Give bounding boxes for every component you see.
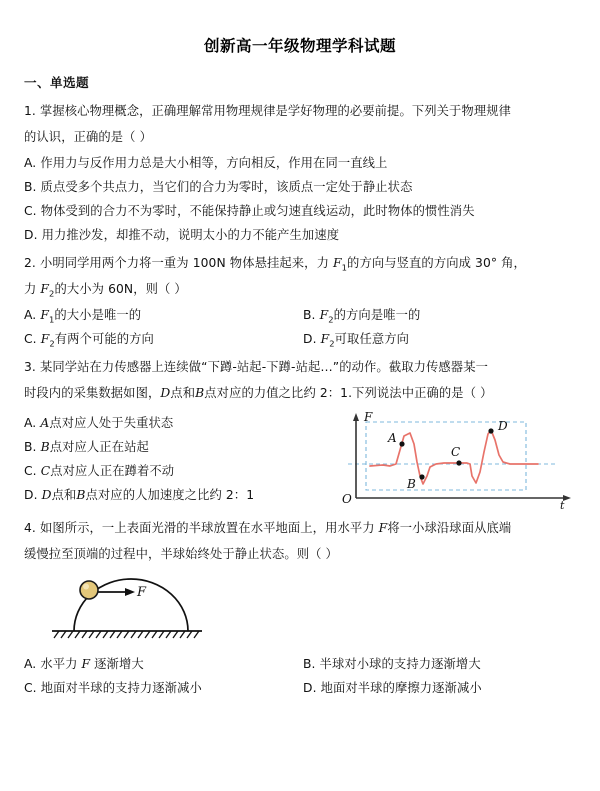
option-a-text: 点对应人处于失重状态 — [49, 415, 174, 430]
graph-point-a-label: A — [388, 430, 397, 445]
q4-stem-text-a: 4. 如图所示，一上表面光滑的半球放置在水平地面上，用水平力 — [24, 520, 379, 535]
option-b-symbol: F — [319, 307, 329, 322]
option-a-text: 的大小是唯一的 — [54, 307, 142, 322]
ground-hatching — [54, 631, 199, 638]
option-a-subscript: 1 — [48, 314, 55, 325]
option-d-symbol: F — [320, 331, 330, 346]
option-b-text: 点对应人正在站起 — [49, 439, 149, 454]
graph-point-d-label: D — [498, 418, 508, 433]
option-b-subscript: 2 — [328, 314, 334, 325]
question-1 — [22, 100, 578, 248]
question-2-stem-line-2 — [24, 278, 578, 302]
option-c[interactable] — [24, 460, 254, 484]
option-b-prefix: B. — [303, 307, 320, 322]
graph-point-b-label: B — [407, 476, 416, 491]
option-b[interactable]: B. 半球对小球的支持力逐渐增大 — [303, 656, 481, 671]
hemisphere-figure — [40, 573, 578, 649]
option-b-text: 的方向是唯一的 — [333, 307, 421, 322]
option-a-prefix: A. 水平力 — [24, 656, 82, 671]
option-b[interactable] — [24, 436, 254, 460]
option-c-prefix: C. — [24, 331, 41, 346]
q3-point-b-symbol: B — [195, 385, 205, 400]
force-time-graph-figure — [328, 410, 578, 514]
q2-force-2-symbol: F — [40, 281, 50, 296]
graph-origin-label: O — [342, 491, 352, 506]
q2-stem-text-a: 2. 小明同学用两个力将一重为 100N 物体悬挂起来，力 — [24, 255, 333, 270]
ball-highlight — [83, 583, 89, 589]
question-2 — [22, 252, 578, 352]
graph-point-a-marker — [399, 441, 404, 446]
page-title: 创新高一年级物理学科试题 — [203, 37, 396, 55]
q2-force-1-subscript: 1 — [341, 262, 348, 273]
option-d-prefix: D. — [303, 331, 321, 346]
option-a-suffix: 逐渐增大 — [90, 656, 144, 671]
question-2-stem-line-1 — [24, 252, 578, 276]
graph-point-d-marker — [488, 428, 493, 433]
q2-stem2-text-a: 力 — [24, 281, 41, 296]
question-2-options — [24, 304, 578, 352]
q2-stem2-text-b: 的大小为 60N，则（ ） — [54, 281, 187, 296]
option-c-symbol: C — [40, 463, 51, 478]
option-a-force-symbol: F — [81, 656, 91, 671]
q3-stem2-text-c: 点对应的力值之比约 2：1.下列说法中正确的是（ ） — [204, 385, 493, 400]
q3-stem2-text-b: 点和 — [170, 385, 196, 400]
option-d-prefix: D. — [24, 487, 42, 502]
option-d[interactable]: D. 地面对半球的摩擦力逐渐减小 — [303, 680, 482, 695]
question-3-stem-line-1: 3. 某同学站在力传感器上连续做“下蹲-站起-下蹲-站起…”的动作。截取力传感器某一 — [24, 359, 488, 374]
option-d[interactable] — [303, 328, 578, 352]
q2-stem-text-b: 的方向与竖直的方向成 30° 角， — [347, 255, 526, 270]
option-d[interactable] — [24, 484, 254, 508]
option-d-symbol: D — [41, 487, 52, 502]
graph-x-axis-label: t — [560, 498, 565, 510]
force-arrow-head — [125, 588, 135, 596]
question-1-stem-line-1: 1. 掌握核心物理概念，正确理解常用物理规律是学好物理的必要前提。下列关于物理规律 — [24, 104, 512, 118]
force-time-graph-svg — [328, 410, 578, 510]
graph-point-b-marker — [419, 474, 424, 479]
option-b-prefix: B. — [24, 439, 41, 454]
question-3-stem-line-2 — [24, 382, 578, 406]
graph-y-axis-label: F — [364, 409, 373, 424]
option-a[interactable] — [24, 304, 299, 328]
option-d-symbol-2: B — [76, 487, 86, 502]
q4-stem-text-b: 将一小球沿球面从底端 — [387, 520, 512, 535]
option-c[interactable] — [24, 328, 299, 352]
question-1-stem-line-2: 的认识，正确的是（ ） — [24, 129, 152, 144]
option-a[interactable] — [24, 653, 299, 677]
question-4-stem-line-2: 缓慢拉至顶端的过程中，半球始终处于静止状态。则（ ） — [24, 546, 338, 561]
q4-force-symbol: F — [378, 520, 388, 535]
option-c-text: 有两个可能的方向 — [54, 331, 154, 346]
option-a[interactable] — [24, 412, 254, 436]
option-a[interactable]: A. 作用力与反作用力总是大小相等，方向相反，作用在同一直线上 — [24, 155, 388, 170]
graph-point-c-marker — [456, 460, 461, 465]
option-d-subscript: 2 — [329, 338, 335, 349]
q3-stem2-text-a: 时段内的采集数据如图， — [24, 385, 161, 400]
option-c-subscript: 2 — [49, 338, 55, 349]
question-4-stem-line-1 — [24, 517, 578, 541]
option-a-prefix: A. — [24, 415, 41, 430]
ball — [80, 581, 98, 599]
option-c[interactable]: C. 物体受到的合力不为零时，不能保持静止或匀速直线运动，此时物体的惯性消失 — [24, 203, 475, 218]
option-c-prefix: C. — [24, 463, 41, 478]
option-c[interactable]: C. 地面对半球的支持力逐渐减小 — [24, 680, 202, 695]
q2-force-1-symbol: F — [332, 255, 342, 270]
q3-point-d-symbol: D — [160, 385, 171, 400]
question-1-options — [24, 152, 578, 248]
graph-y-axis-arrow — [353, 413, 359, 421]
option-a-symbol: F — [40, 307, 49, 322]
option-b-symbol: B — [40, 439, 50, 454]
option-a-symbol: A — [40, 415, 50, 430]
option-d-text: 可取任意方向 — [334, 331, 410, 346]
option-a-prefix: A. — [24, 307, 41, 322]
graph-point-c-label: C — [451, 444, 461, 459]
option-d-text: 点和 — [51, 487, 77, 502]
option-b[interactable] — [303, 304, 578, 328]
option-c-symbol: F — [40, 331, 50, 346]
option-d-text-2: 点对应的人加速度之比约 2：1 — [85, 487, 255, 502]
section-heading: 一、单选题 — [24, 75, 89, 90]
question-3 — [22, 356, 578, 514]
option-b[interactable]: B. 质点受多个共点力，当它们的合力为零时，该质点一定处于静止状态 — [24, 179, 413, 194]
question-3-options — [24, 410, 254, 508]
question-4 — [22, 517, 578, 701]
option-c-text: 点对应人正在蹲着不动 — [50, 463, 175, 478]
option-d[interactable]: D. 用力推沙发，却推不动，说明太小的力不能产生加速度 — [24, 227, 340, 242]
question-4-options — [24, 653, 578, 701]
q2-force-2-subscript: 2 — [49, 288, 55, 299]
hemisphere-force-label: F — [137, 584, 147, 600]
hemisphere-svg — [40, 573, 310, 645]
